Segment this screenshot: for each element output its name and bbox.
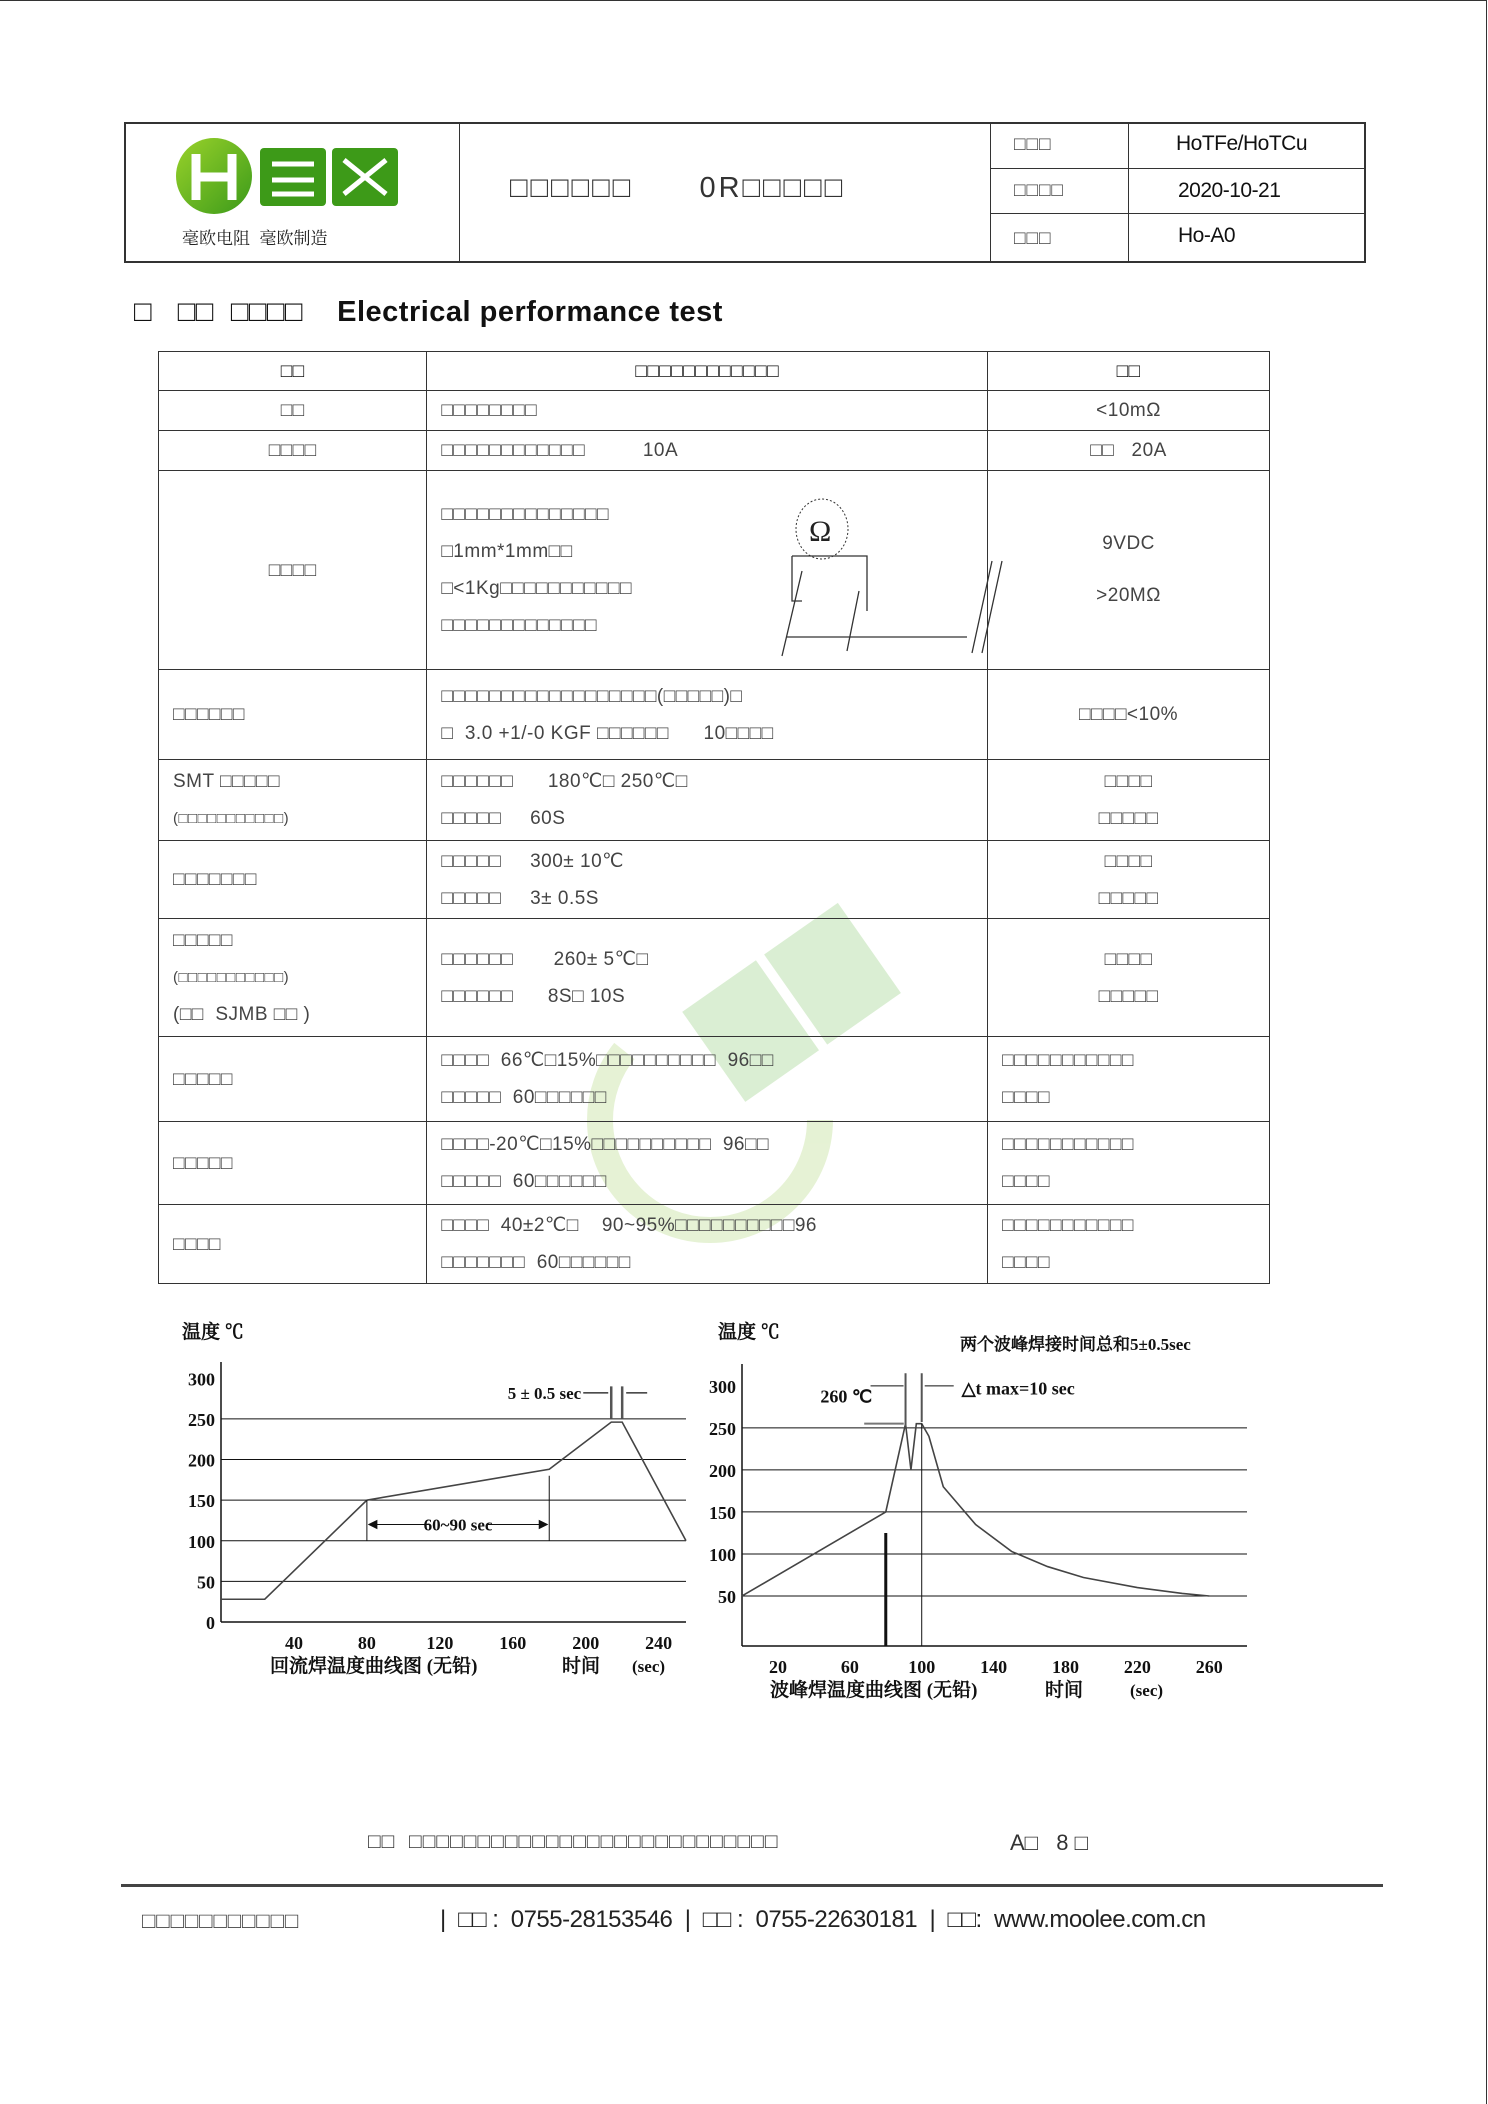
table-row	[159, 471, 1270, 670]
table-row	[159, 1037, 1270, 1122]
meta-value-version: Ho-A0	[1178, 224, 1236, 247]
cell-spec	[988, 919, 1270, 1037]
x-tick-label: 140	[980, 1657, 1008, 1677]
spec-line: □□□□□	[1098, 985, 1159, 1007]
method-line: □□□□□ 3± 0.5S	[441, 887, 599, 909]
column-header: □□□□□□□□□□□□	[427, 352, 988, 391]
spec-line: 9VDC	[1102, 533, 1155, 554]
cell-spec	[988, 1037, 1270, 1122]
footer-contact: | □□ : 0755-28153546 | □□ : 0755-22630181 | □□: www.moolee.com.cn	[440, 1906, 1206, 1933]
footer-divider	[121, 1884, 1383, 1887]
spec-line: □□□□	[1002, 1252, 1050, 1273]
method-line: □1mm*1mm□□	[441, 541, 573, 562]
section-heading: □ □□ □□□□ Electrical performance test	[134, 296, 723, 328]
method-line: □□□□□ 60S	[441, 808, 566, 829]
cell-item	[159, 431, 427, 471]
x-axis-unit: (sec)	[1130, 1681, 1164, 1700]
cell-spec	[988, 431, 1270, 471]
spec-line: □□□□	[1104, 850, 1153, 872]
spec-line: □□□□<10%	[1079, 704, 1179, 725]
cell-spec	[988, 471, 1270, 670]
method-line: □□□□□□ 8S□ 10S	[441, 985, 626, 1007]
cell-spec	[988, 1205, 1270, 1284]
divider	[459, 124, 460, 261]
meta-value-date: 2020-10-21	[1178, 179, 1281, 202]
y-axis-label: 温度 ℃	[182, 1322, 244, 1343]
cell-item	[159, 670, 427, 760]
item-line: □□	[280, 400, 305, 421]
temperature-curve	[742, 1424, 1209, 1596]
spec-line: <10mΩ	[1096, 400, 1161, 421]
column-header: □□	[988, 352, 1270, 391]
method-line: □□□□ 40±2℃□ 90~95%□□□□□□□□□□96	[441, 1215, 817, 1236]
meta-value-model: HoTFe/HoTCu	[1176, 132, 1308, 155]
method-line: □<1Kg□□□□□□□□□□□	[441, 578, 632, 599]
table-row	[159, 1122, 1270, 1205]
chart-title: 波峰焊温度曲线图 (无铅)	[770, 1680, 978, 1701]
cell-method	[427, 431, 988, 471]
y-tick-label: 100	[188, 1531, 215, 1552]
spec-line: □□□□	[1002, 1171, 1050, 1192]
column-header: □□	[159, 352, 427, 391]
spec-line: >20MΩ	[1096, 585, 1161, 606]
item-line: □□□□□□	[173, 704, 245, 725]
cell-spec	[988, 391, 1270, 431]
spec-line: □□□□□	[1098, 808, 1159, 829]
x-tick-label: 200	[572, 1633, 600, 1653]
y-tick-label: 150	[709, 1502, 736, 1523]
document-header	[124, 122, 1366, 263]
table-header-row	[159, 352, 1270, 391]
x-tick-label: 100	[908, 1657, 936, 1677]
page-number: A□ 8 □	[1010, 1830, 1088, 1855]
y-tick-label: 50	[197, 1572, 215, 1593]
cell-method	[427, 841, 988, 919]
item-line: □□□□□□□	[173, 869, 257, 890]
item-line: □□□□□	[173, 930, 233, 951]
cell-item	[159, 919, 427, 1037]
table-row	[159, 431, 1270, 471]
peak-marker	[906, 1373, 922, 1426]
spec-line: □□□□□□□□□□□	[1002, 1050, 1134, 1071]
chart-title: 回流焊温度曲线图 (无铅)	[270, 1656, 478, 1677]
item-line: □□□□	[173, 1233, 221, 1255]
x-tick-label: 160	[499, 1633, 527, 1653]
annotation-label: △t max=10 sec	[961, 1378, 1075, 1399]
page-border-top	[0, 0, 1486, 1]
cell-method	[427, 391, 988, 431]
annotation-label: 60~90 sec	[423, 1515, 493, 1535]
divider	[990, 124, 991, 261]
method-line: □□□□□□ 180℃□ 250℃□	[441, 771, 688, 792]
spec-line: □□□□	[1104, 771, 1153, 792]
x-axis-unit: (sec)	[632, 1657, 666, 1676]
company-logo	[176, 134, 406, 225]
table-row	[159, 841, 1270, 919]
x-tick-label: 180	[1051, 1657, 1079, 1677]
method-line: □□□□□□□□□□□□ 10A	[441, 440, 679, 461]
y-tick-label: 250	[188, 1409, 215, 1430]
method-line: □□□□ 66℃□15%□□□□□□□□□□ 96□□	[441, 1050, 774, 1071]
page-border-right	[1486, 0, 1487, 2104]
y-tick-label: 150	[188, 1491, 215, 1512]
table-row	[159, 760, 1270, 841]
cell-method	[427, 1122, 988, 1205]
ohm-symbol: Ω	[809, 515, 833, 548]
method-line: □□□□□□□□□□□□□□	[441, 504, 609, 525]
cell-spec	[988, 841, 1270, 919]
table-row	[159, 391, 1270, 431]
divider	[990, 213, 1364, 214]
method-line: □□□□□□□□□□□□□	[441, 615, 598, 636]
x-tick-label: 240	[645, 1633, 673, 1653]
spec-line: □□ 20A	[1090, 440, 1167, 461]
method-line: □□□□□ 60□□□□□□	[441, 1171, 607, 1192]
cell-item	[159, 1122, 427, 1205]
meta-label-date: □□□□	[1014, 180, 1064, 201]
x-tick-label: 20	[768, 1657, 787, 1677]
method-line: □□□□□□□□	[441, 400, 538, 421]
cell-method	[427, 919, 988, 1037]
spec-line: □□□□□	[1098, 887, 1159, 909]
divider	[990, 168, 1364, 169]
wave-solder-profile-chart	[700, 1310, 1260, 1701]
cell-method	[427, 760, 988, 841]
item-line: □□□□	[268, 559, 317, 581]
item-line: □□□□	[268, 440, 317, 461]
cell-method	[427, 670, 988, 760]
table-row	[159, 670, 1270, 760]
x-tick-label: 60	[840, 1657, 859, 1677]
x-axis-label: 时间	[1045, 1680, 1084, 1701]
reflow-profile-chart	[170, 1310, 690, 1680]
cell-method	[427, 1205, 988, 1284]
cell-spec	[988, 1122, 1270, 1205]
item-line: □□□□□	[173, 1152, 233, 1174]
peak-marker	[611, 1386, 622, 1419]
method-line: □□□□□ 300± 10℃	[441, 850, 624, 872]
y-tick-label: 200	[709, 1460, 736, 1481]
cell-item	[159, 391, 427, 431]
meta-label-version: □□□	[1014, 228, 1052, 249]
method-line: □□□□□□ 260± 5℃□	[441, 948, 649, 970]
cell-item	[159, 1037, 427, 1122]
y-tick-label: 100	[709, 1544, 736, 1565]
footer-company: □□□□□□□□□□□	[142, 1908, 300, 1933]
spec-line: □□□□	[1104, 948, 1153, 970]
meta-label-model: □□□	[1014, 134, 1052, 155]
cell-item	[159, 471, 427, 670]
annotation-label: 260 ℃	[820, 1386, 873, 1407]
item-line: (□□ SJMB □□ )	[173, 1004, 311, 1025]
table-row	[159, 1205, 1270, 1284]
x-tick-label: 260	[1195, 1657, 1223, 1677]
y-tick-label: 200	[188, 1450, 215, 1471]
table-row	[159, 919, 1270, 1037]
y-tick-label: 0	[206, 1613, 215, 1633]
spec-line: □□□□	[1002, 1087, 1050, 1108]
annotation-label: 5 ± 0.5 sec	[507, 1383, 582, 1403]
x-tick-label: 80	[357, 1633, 376, 1653]
logo-tagline: 毫欧电阻 毫欧制造	[182, 229, 328, 248]
electrical-test-table	[158, 351, 1270, 1284]
item-line: (□□□□□□□□□□□)	[173, 969, 290, 986]
method-line: □□□□□□□ 60□□□□□□	[441, 1252, 631, 1273]
x-axis-label: 时间	[562, 1656, 601, 1677]
cell-spec	[988, 760, 1270, 841]
item-line: (□□□□□□□□□□□)	[173, 810, 290, 827]
annotation-label: 两个波峰焊接时间总和5±0.5sec	[960, 1335, 1191, 1354]
spec-line: □□□□□□□□□□□	[1002, 1134, 1134, 1155]
method-line: □□□□-20℃□15%□□□□□□□□□□ 96□□	[441, 1134, 769, 1155]
method-line: □□□□□□□□□□□□□□□□□□(□□□□□)□	[441, 685, 743, 707]
cell-method	[427, 471, 988, 670]
x-tick-label: 120	[426, 1633, 454, 1653]
divider	[1128, 124, 1129, 261]
cell-item	[159, 841, 427, 919]
item-line: SMT □□□□□	[173, 771, 280, 792]
cell-method	[427, 1037, 988, 1122]
y-axis-label: 温度 ℃	[718, 1322, 780, 1343]
insulation-test-diagram	[767, 491, 987, 641]
x-tick-label: 40	[284, 1633, 303, 1653]
cell-item	[159, 1205, 427, 1284]
cell-item	[159, 760, 427, 841]
y-tick-label: 50	[718, 1586, 736, 1607]
temperature-curve	[221, 1422, 686, 1599]
y-tick-label: 300	[709, 1376, 736, 1397]
spec-line: □□□□□□□□□□□	[1002, 1215, 1134, 1236]
cell-spec	[988, 670, 1270, 760]
item-line: □□□□□	[173, 1068, 233, 1090]
y-tick-label: 250	[709, 1418, 736, 1439]
y-tick-label: 300	[188, 1369, 215, 1390]
method-line: □□□□□ 60□□□□□□	[441, 1087, 607, 1108]
x-tick-label: 220	[1123, 1657, 1151, 1677]
footnote: □□ □□□□□□□□□□□□□□□□□□□□□□□□□□□	[368, 1830, 779, 1853]
document-title: □□□□□□ 0R□□□□□	[510, 172, 846, 204]
method-line: □ 3.0 +1/-0 KGF □□□□□□ 10□□□□	[441, 722, 774, 744]
